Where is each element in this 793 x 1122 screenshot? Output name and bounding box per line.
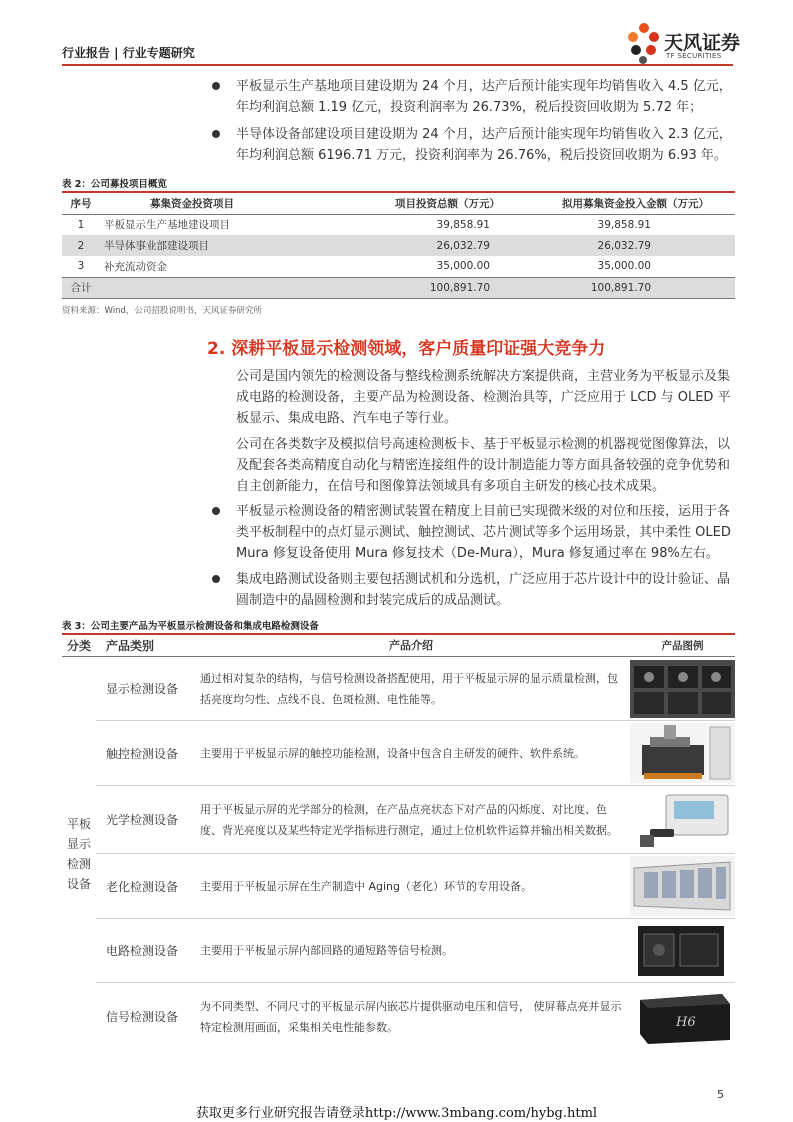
signal-test-device-image (630, 983, 735, 1051)
svg-text:H6: H6 (676, 1014, 696, 1030)
bullet-dot-icon (212, 507, 220, 515)
table-row: 触控检测设备 主要用于平板显示屏的触控功能检测，设备中包含自主研发的硬件、软件系统。 (62, 721, 735, 786)
bullet-dot-icon (212, 575, 220, 583)
col-header-image: 产品图例 (630, 634, 735, 657)
fund-usage-table (62, 191, 735, 299)
product-table (62, 633, 735, 1051)
table-row: 光学检测设备 用于平板显示屏的光学部分的检测，在产品点亮状态下对产品的闪烁度、对比度、色度、背光亮度以及某些特定光学指标进行测定，通过上位机软件运算并输出相关数据。 (62, 786, 735, 854)
logo-chinese-name: 天风证券 (664, 32, 741, 54)
table2-caption: 表 2：公司募投项目概览 (62, 179, 167, 190)
table3-caption: 表 3：公司主要产品为平板显示检测设备和集成电路检测设备 (62, 621, 319, 632)
bullet-dot-icon (212, 130, 220, 138)
footer-link-text[interactable]: 获取更多行业研究报告请登录http://www.3mbang.com/hybg.html (195, 1106, 598, 1121)
bullet-semiconductor-project: 半导体设备部建设项目建设期为 24 个月，达产后预计能实现年均销售收入 2.3 亿元，年均利润总额 6196.71 万元，投资利润率为 26.76%，税后投资回收期为 6.93 年。 (236, 124, 732, 166)
col-header-total: 项目投资总额（万元） (280, 192, 510, 214)
logo-english-name: TF SECURITIES (666, 52, 722, 60)
col-header-type: 产品类别 (96, 634, 192, 657)
bullet-flat-panel-equipment: 平板显示检测设备的精密测试装置在精度上目前已实现微米级的对位和压接，运用于各类平板制程中的点灯显示测试、触控测试、芯片测试等多个运用场景，其中柔性 OLED Mura 修复设备使用 Mura 修复技术（De-Mura），Mura 修复通过率在 98%左右。 (236, 501, 732, 564)
col-header-class: 分类 (62, 634, 96, 657)
table-row: 3 补充流动资金 35,000.00 35,000.00 (77, 260, 651, 273)
table-header-row (62, 192, 735, 214)
page-number: 5 (717, 1088, 724, 1101)
display-test-device-image (630, 657, 735, 721)
table-row: 信号检测设备 为不同类型、不同尺寸的平板显示屏内嵌芯片提供驱动电压和信号， 使屏幕点亮并显示特定检测用画面，采集相关电性能参数。 H6 (62, 983, 735, 1051)
col-header-project: 募集资金投资项目 (100, 192, 280, 214)
table-row: 老化检测设备 主要用于平板显示屏在生产制造中 Aging（老化）环节的专用设备。 (62, 854, 735, 919)
bullet-dot-icon (212, 82, 220, 90)
flower-logo-icon (624, 22, 664, 66)
table-row: 平板 显示 检测 设备 显示检测设备 通过相对复杂的结构，与信号检测设备搭配使用，用于平板显示屏的显示质量检测，包括亮度均匀性、点线不良、色斑检测、电性能等。 (62, 657, 735, 721)
table-header-row (62, 634, 735, 657)
optical-test-device-image (630, 786, 735, 854)
aging-test-device-image (630, 854, 735, 919)
col-header-desc: 产品介绍 (192, 634, 630, 657)
table2-source: 资料来源：Wind，公司招股说明书，天风证券研究所 (62, 306, 262, 316)
bullet-ic-equipment: 集成电路测试设备则主要包括测试机和分选机，广泛应用于芯片设计中的设计验证、晶圆制造中的晶圆检测和封装完成后的成品测试。 (236, 569, 732, 611)
table-row: 1 平板显示生产基地建设项目 39,858.91 39,858.91 (77, 218, 651, 232)
paragraph-company-intro: 公司是国内领先的检测设备与整线检测系统解决方案提供商，主营业务为平板显示及集成电路的检测设备，主要产品为检测设备、检测治具等，广泛应用于 LCD 与 OLED 平板显示、集成电路、汽车电子等行业。 (236, 369, 731, 426)
table-row: 电路检测设备 主要用于平板显示屏内部回路的通短路等信号检测。 (62, 919, 735, 983)
col-header-raised: 拟用募集资金投入金额（万元） (510, 192, 735, 214)
section-title: 2. 深耕平板显示检测领域，客户质量印证强大竞争力 (207, 339, 606, 359)
company-logo (624, 22, 744, 66)
touch-test-device-image (630, 721, 735, 786)
circuit-test-device-image (630, 919, 735, 983)
table-total-row: 合计 100,891.70 100,891.70 (62, 277, 735, 298)
table-row: 2 半导体事业部建设项目 26,032.79 26,032.79 (62, 235, 735, 256)
bullet-flat-panel-project: 平板显示生产基地项目建设期为 24 个月，达产后预计能实现年均销售收入 4.5 亿元，年均利润总额 1.19 亿元，投资利润率为 26.73%，税后投资回收期为 5.72 年； (236, 76, 732, 118)
col-header-index: 序号 (62, 192, 100, 214)
category-cell: 平板 显示 检测 设备 (66, 816, 91, 891)
report-header: 行业报告 | 行业专题研究 (62, 46, 195, 60)
paragraph-competitive-advantage: 公司在各类数字及模拟信号高速检测板卡、基于平板显示检测的机器视觉图像算法，以及配套各类高精度自动化与精密连接组件的设计制造能力等方面具备较强的竞争优势和自主创新能力，在信号和图像算法领域具有多项自主研发的核心技术成果。 (236, 437, 731, 494)
